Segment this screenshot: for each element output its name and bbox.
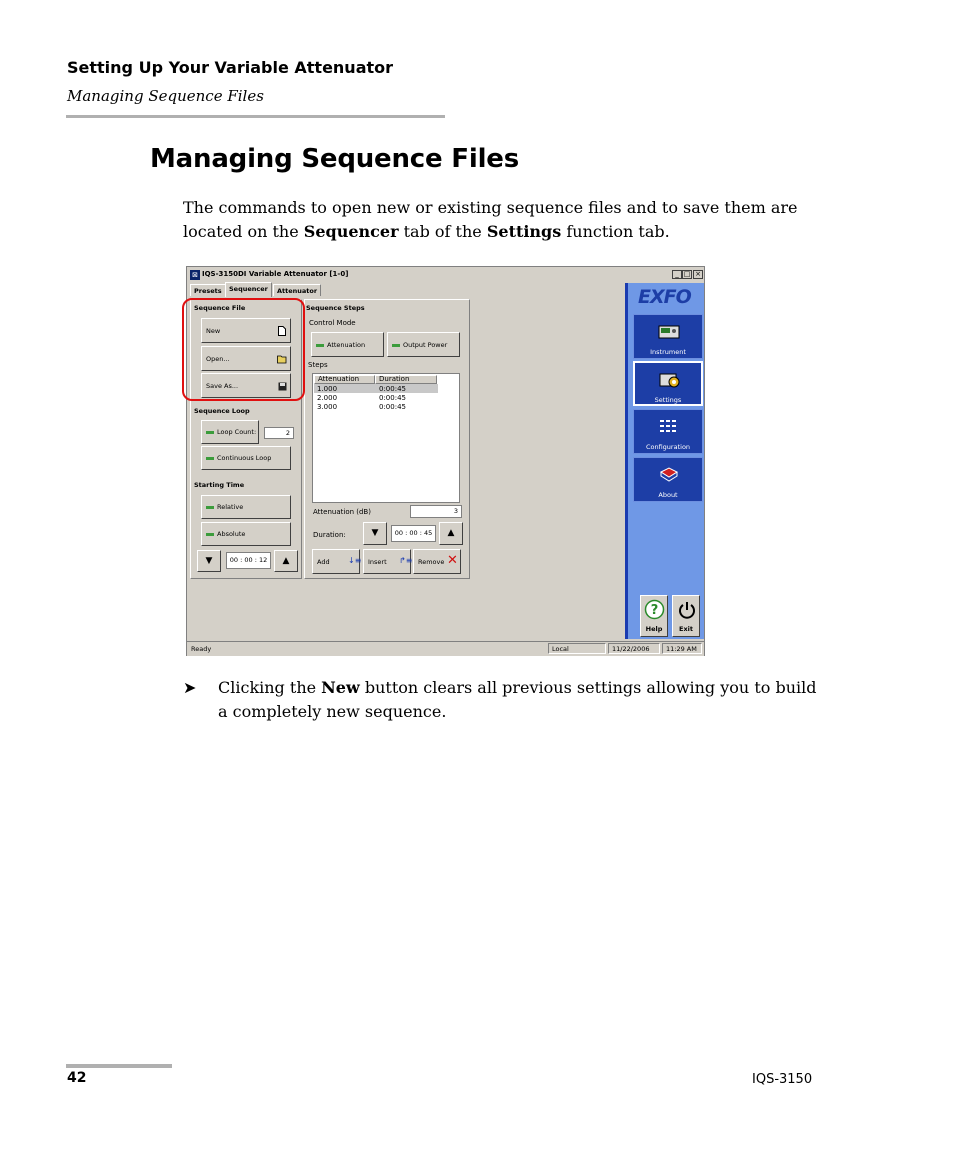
starting-time-title: Starting Time bbox=[194, 481, 245, 489]
tab-attenuator[interactable]: Attenuator bbox=[273, 284, 321, 296]
minimize-button[interactable]: _ bbox=[672, 270, 682, 279]
continuous-loop-label: Continuous Loop bbox=[217, 454, 272, 462]
sidebar-item-label: Instrument bbox=[650, 348, 686, 356]
maximize-button[interactable]: □ bbox=[683, 270, 691, 278]
exit-label: Exit bbox=[679, 625, 693, 633]
table-cell[interactable]: 1.000 bbox=[317, 385, 338, 393]
footer-rule bbox=[66, 1064, 172, 1068]
loop-count-button[interactable] bbox=[201, 420, 259, 444]
start-time-increment-button[interactable]: ▲ bbox=[274, 550, 298, 572]
loop-count-led bbox=[206, 431, 214, 434]
help-question-icon bbox=[644, 599, 665, 620]
absolute-led bbox=[206, 533, 214, 536]
absolute-button[interactable] bbox=[201, 522, 291, 546]
loop-count-label: Loop Count: bbox=[217, 428, 257, 436]
bullet-text-1: Clicking the bbox=[218, 678, 322, 697]
remove-step-button[interactable] bbox=[413, 549, 461, 574]
relative-led bbox=[206, 506, 214, 509]
power-icon bbox=[677, 600, 697, 620]
help-label: Help bbox=[645, 625, 663, 633]
intro-text-3: function tab. bbox=[561, 222, 670, 241]
status-mode: Local bbox=[548, 643, 606, 654]
sidebar-item-label: Configuration bbox=[645, 443, 691, 451]
add-label: Add bbox=[317, 557, 330, 566]
column-header-attenuation[interactable]: Attenuation bbox=[314, 375, 375, 384]
page-heading: Managing Sequence Files bbox=[150, 144, 519, 174]
loop-count-field[interactable]: 2 bbox=[264, 427, 294, 439]
bullet-arrow-icon: ➤ bbox=[183, 678, 197, 697]
close-button[interactable]: × bbox=[693, 270, 703, 279]
duration-label: Duration: bbox=[313, 531, 346, 539]
section-subtitle: Managing Sequence Files bbox=[67, 87, 264, 105]
control-mode-label: Control Mode bbox=[309, 319, 356, 327]
start-time-field[interactable]: 00 : 00 : 12 bbox=[226, 552, 271, 569]
tab-presets[interactable]: Presets bbox=[190, 284, 226, 296]
settings-icon bbox=[659, 371, 681, 389]
sidebar-item-settings[interactable] bbox=[633, 361, 703, 406]
status-date: 11/22/2006 bbox=[608, 643, 660, 654]
column-header-duration[interactable]: Duration bbox=[375, 375, 437, 384]
duration-decrement-button[interactable]: ▼ bbox=[363, 522, 387, 545]
window-titlebar bbox=[187, 267, 704, 283]
product-name: IQS-3150 bbox=[752, 1072, 813, 1087]
status-text: Ready bbox=[191, 645, 212, 653]
intro-text-2: tab of the bbox=[398, 222, 487, 241]
header-rule bbox=[66, 115, 445, 118]
insert-step-button[interactable] bbox=[363, 549, 411, 574]
function-sidebar bbox=[625, 283, 704, 639]
start-time-decrement-button[interactable]: ▼ bbox=[197, 550, 221, 572]
configuration-icon bbox=[658, 418, 680, 436]
tab-sequencer[interactable]: Sequencer bbox=[225, 282, 272, 297]
chapter-title: Setting Up Your Variable Attenuator bbox=[67, 58, 394, 77]
intro-bold-sequencer: Sequencer bbox=[303, 222, 399, 241]
bullet-bold-new: New bbox=[321, 678, 360, 697]
duration-increment-button[interactable]: ▲ bbox=[439, 522, 463, 545]
about-book-icon bbox=[658, 466, 680, 484]
output-power-mode-label: Output Power bbox=[403, 341, 448, 349]
output-power-mode-button[interactable] bbox=[387, 332, 460, 357]
sidebar-item-instrument[interactable] bbox=[633, 314, 703, 359]
steps-table[interactable] bbox=[312, 373, 460, 503]
intro-bold-settings: Settings bbox=[486, 222, 562, 241]
attenuation-field[interactable]: 3 bbox=[410, 505, 462, 518]
sequence-steps-panel bbox=[304, 299, 470, 579]
sidebar-item-configuration[interactable] bbox=[633, 409, 703, 454]
exit-button[interactable] bbox=[672, 595, 700, 637]
table-cell[interactable]: 0:00:45 bbox=[379, 403, 406, 411]
intro-paragraph bbox=[183, 196, 823, 244]
duration-field[interactable]: 00 : 00 : 45 bbox=[391, 525, 436, 542]
continuous-loop-button[interactable] bbox=[201, 446, 291, 470]
save-as-label: Save As... bbox=[206, 381, 239, 390]
sequence-file-highlight bbox=[182, 298, 305, 401]
output-power-mode-led bbox=[392, 344, 400, 347]
sequence-loop-title: Sequence Loop bbox=[194, 407, 250, 415]
remove-x-icon: ✕ bbox=[447, 553, 458, 568]
bullet-text bbox=[218, 676, 818, 724]
sequence-steps-title: Sequence Steps bbox=[306, 304, 365, 312]
help-button[interactable] bbox=[640, 595, 668, 637]
insert-step-icon: ↱≡ bbox=[399, 556, 413, 565]
bullet-text-2: button clears all previous settings allowing you to build a completely new sequence. bbox=[218, 678, 817, 721]
instrument-icon bbox=[658, 323, 680, 341]
add-step-button[interactable] bbox=[312, 549, 360, 574]
app-icon: ⊠ bbox=[190, 270, 200, 280]
table-cell[interactable]: 0:00:45 bbox=[379, 385, 406, 393]
insert-label: Insert bbox=[368, 557, 387, 566]
continuous-loop-led bbox=[206, 457, 214, 460]
status-time: 11:29 AM bbox=[662, 643, 702, 654]
open-label: Open... bbox=[206, 354, 230, 363]
table-cell[interactable]: 3.000 bbox=[317, 403, 338, 411]
sidebar-item-about[interactable] bbox=[633, 457, 703, 502]
remove-label: Remove bbox=[418, 557, 445, 566]
steps-label: Steps bbox=[308, 361, 328, 369]
absolute-label: Absolute bbox=[217, 530, 246, 538]
attenuation-mode-button[interactable] bbox=[311, 332, 384, 357]
attenuation-mode-label: Attenuation bbox=[327, 341, 366, 349]
table-cell[interactable]: 2.000 bbox=[317, 394, 338, 402]
status-bar bbox=[187, 641, 704, 656]
relative-button[interactable] bbox=[201, 495, 291, 519]
sequence-file-title: Sequence File bbox=[194, 304, 246, 312]
sidebar-item-label: Settings bbox=[654, 396, 682, 404]
window-title: IQS-3150DI Variable Attenuator [1-0] bbox=[202, 270, 349, 278]
svg-text:?: ? bbox=[650, 603, 659, 618]
relative-label: Relative bbox=[217, 503, 244, 511]
attenuation-mode-led bbox=[316, 344, 324, 347]
exfo-logo: EXFO bbox=[638, 286, 691, 308]
attenuation-field-label: Attenuation (dB) bbox=[313, 508, 371, 516]
sidebar-item-label: About bbox=[658, 491, 678, 499]
table-cell[interactable]: 0:00:45 bbox=[379, 394, 406, 402]
new-label: New bbox=[206, 326, 221, 335]
add-step-icon: ↓≡ bbox=[348, 556, 362, 565]
page-number: 42 bbox=[67, 1070, 87, 1086]
intro-text-1: The commands to open new or existing sequence files and to save them are located on the bbox=[183, 198, 798, 241]
